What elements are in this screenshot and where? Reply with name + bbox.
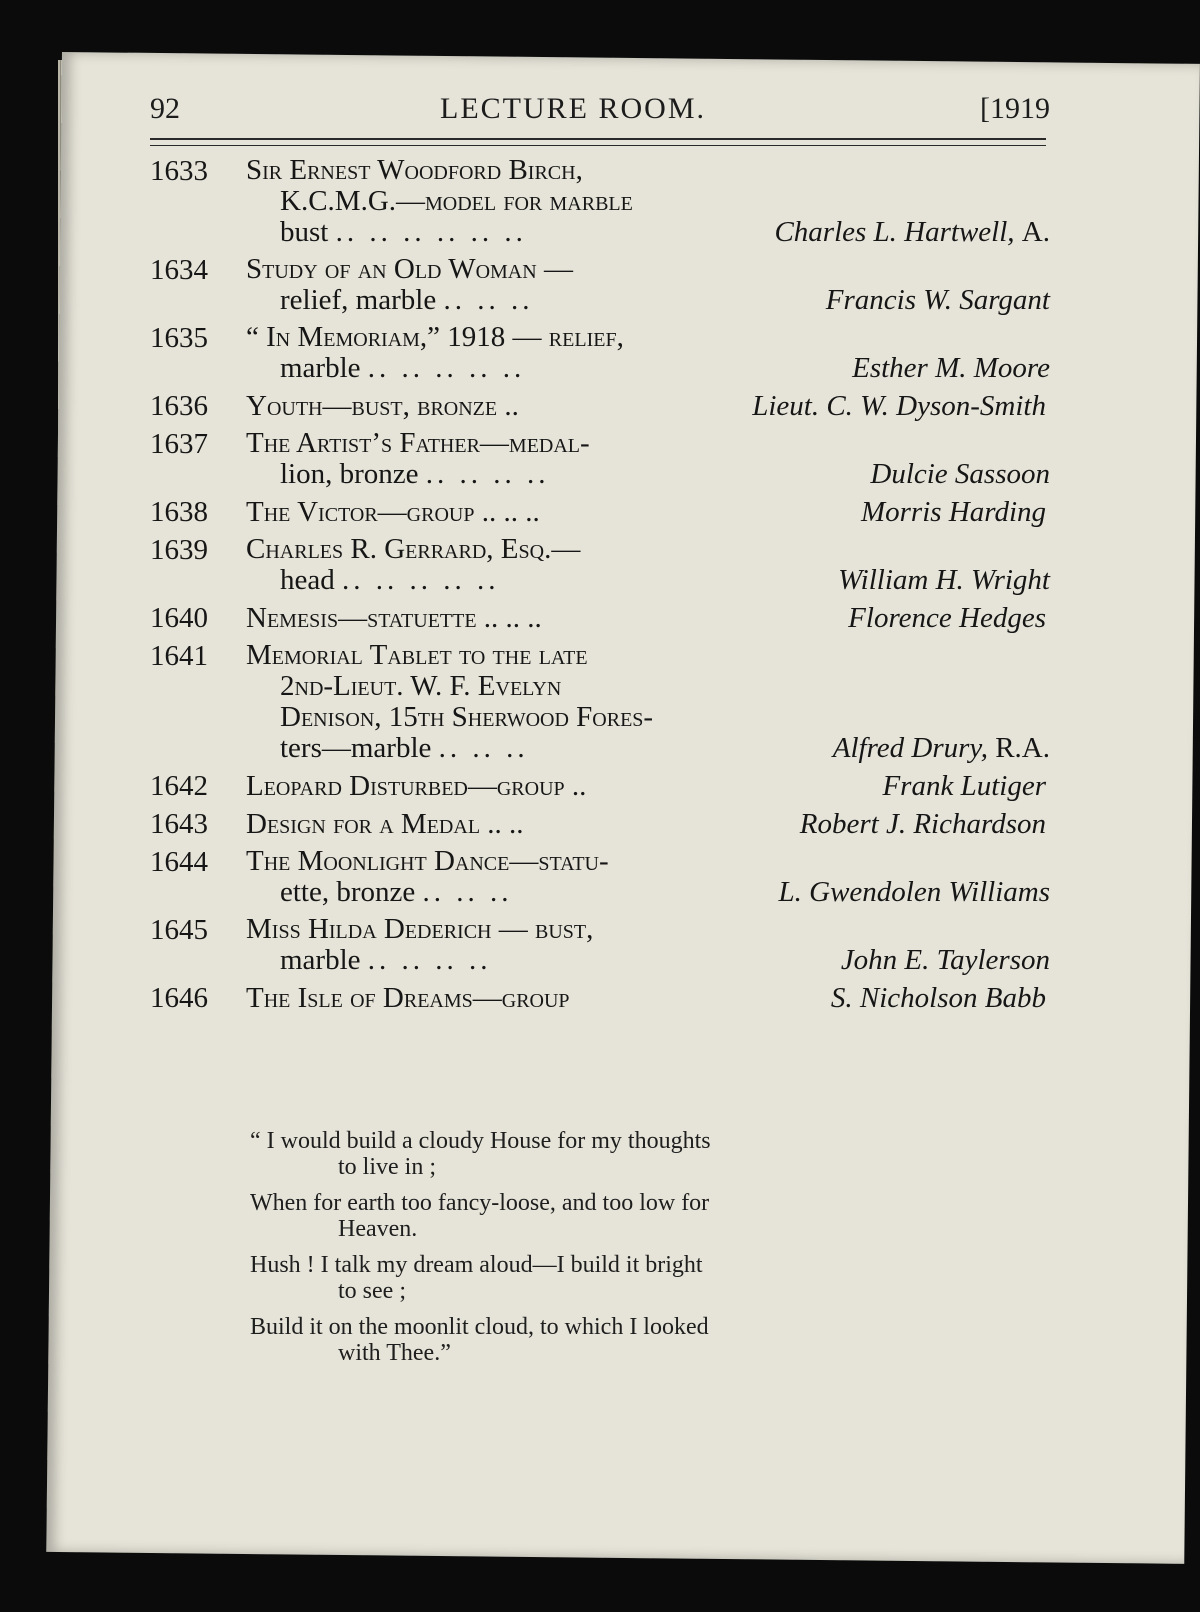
entry-continuation xyxy=(246,217,1050,248)
running-head xyxy=(150,92,1050,136)
poem-line: When for earth too fancy-loose, and too low for xyxy=(250,1190,710,1216)
catalogue-number: 1637 xyxy=(150,428,208,460)
catalogue-entry xyxy=(150,914,1050,976)
entry-body xyxy=(246,253,1050,316)
entry-medium: lion, bronze xyxy=(280,458,426,490)
entry-title-line: Study of an Old Woman — xyxy=(246,253,573,285)
entry-title-line: Charles R. Gerrard, Esq.— xyxy=(246,533,581,565)
poem-line: Hush ! I talk my dream aloud—I build it bright xyxy=(250,1252,703,1278)
entry-title-line: The Artist’s Father—medal- xyxy=(246,427,590,459)
catalogue-number: 1643 xyxy=(150,808,208,840)
poem-stanza xyxy=(250,1190,890,1242)
catalogue-entries xyxy=(150,155,1050,1020)
page-number: 92 xyxy=(150,92,180,125)
catalogue-number: 1639 xyxy=(150,534,208,566)
artist-name: Alfred Drury, R.A. xyxy=(832,732,1050,764)
poem-line-continued: to see ; xyxy=(338,1278,406,1304)
catalogue-number: 1633 xyxy=(150,155,208,187)
leader-dots: .. .. .. .. .. .. xyxy=(335,216,527,248)
catalogue-number: 1640 xyxy=(150,602,208,634)
entry-continuation xyxy=(246,877,1050,908)
entry-title: The Isle of Dreams—group xyxy=(246,982,570,1014)
poem-stanza xyxy=(250,1252,890,1304)
entry-body xyxy=(246,639,1050,764)
leader-dots: .. .. .. xyxy=(422,876,513,908)
catalogue-number: 1638 xyxy=(150,496,208,528)
artist-name: S. Nicholson Babb xyxy=(830,982,1046,1014)
entry-medium: ette, bronze xyxy=(280,876,423,908)
entry-title-line: “ In Memoriam,” 1918 — relief, xyxy=(246,321,624,353)
catalogue-number: 1642 xyxy=(150,770,208,802)
entry-body xyxy=(246,321,1050,384)
catalogue-entry xyxy=(150,254,1050,316)
entry-body xyxy=(246,390,1046,422)
artist-name: Charles L. Hartwell, A. xyxy=(774,216,1050,248)
artist-name: William H. Wright xyxy=(838,564,1050,596)
catalogue-number: 1644 xyxy=(150,846,208,878)
poem-line-continued: with Thee.” xyxy=(338,1340,451,1366)
entry-title: Nemesis—statuette .. .. .. xyxy=(246,602,542,634)
entry-body xyxy=(246,982,1046,1014)
catalogue-number: 1634 xyxy=(150,254,208,286)
entry-title: Leopard Disturbed—group .. xyxy=(246,770,587,802)
catalogue-entry xyxy=(150,155,1050,248)
artist-name: L. Gwendolen Williams xyxy=(778,876,1050,908)
artist-name: Dulcie Sassoon xyxy=(870,458,1050,490)
poem-line: “ I would build a cloudy House for my thoughts xyxy=(250,1128,711,1154)
year-marker: [1919 xyxy=(980,92,1050,125)
entry-body xyxy=(246,154,1050,248)
entry-continuation xyxy=(246,459,1050,490)
entry-body xyxy=(246,808,1046,840)
entry-continuation xyxy=(246,353,1050,384)
entry-title: Design for a Medal .. .. xyxy=(246,808,524,840)
catalogue-entry xyxy=(150,846,1050,908)
leader-dots: .. .. .. .. .. xyxy=(367,352,526,384)
artist-suffix: A. xyxy=(1021,216,1050,248)
catalogue-entry xyxy=(150,602,1050,634)
catalogue-entry xyxy=(150,322,1050,384)
leader-dots: .. .. .. xyxy=(438,732,529,764)
poem-quotation xyxy=(250,1128,890,1376)
entry-line xyxy=(246,770,1046,802)
header-rule xyxy=(150,138,1046,146)
entry-line xyxy=(246,982,1046,1014)
entry-line xyxy=(246,808,1046,840)
entry-medium: marble xyxy=(280,352,368,384)
catalogue-entry xyxy=(150,640,1050,764)
entry-continuation xyxy=(246,945,1050,976)
entry-body xyxy=(246,533,1050,596)
entry-title-line: 2nd-Lieut. W. F. Evelyn xyxy=(280,670,562,702)
entry-body xyxy=(246,496,1046,528)
entry-medium: ters—marble xyxy=(280,732,439,764)
entry-medium: bust xyxy=(280,216,336,248)
leader-dots: .. .. .. .. xyxy=(367,944,492,976)
catalogue-entry xyxy=(150,770,1050,802)
artist-name: Robert J. Richardson xyxy=(799,808,1046,840)
catalogue-entry xyxy=(150,496,1050,528)
leader-dots: .. .. .. .. xyxy=(425,458,550,490)
artist-name: John E. Taylerson xyxy=(840,944,1050,976)
artist-name: Frank Lutiger xyxy=(882,770,1046,802)
entry-title-line: Sir Ernest Woodford Birch, xyxy=(246,154,583,186)
entry-medium: relief, marble xyxy=(280,284,444,316)
leader-dots: .. .. .. .. .. xyxy=(342,564,500,596)
entry-line xyxy=(246,602,1046,634)
entry-line xyxy=(246,496,1046,528)
poem-line-continued: to live in ; xyxy=(338,1154,436,1180)
catalogue-number: 1641 xyxy=(150,640,208,672)
catalogue-entry xyxy=(150,982,1050,1014)
entry-line xyxy=(246,390,1046,422)
entry-continuation xyxy=(246,733,1050,764)
catalogue-number: 1646 xyxy=(150,982,208,1014)
catalogue-number: 1636 xyxy=(150,390,208,422)
entry-continuation xyxy=(246,285,1050,316)
entry-body xyxy=(246,602,1046,634)
artist-name: Francis W. Sargant xyxy=(825,284,1050,316)
catalogue-number: 1635 xyxy=(150,322,208,354)
entry-title-line: Memorial Tablet to the late xyxy=(246,639,588,671)
artist-suffix: R.A. xyxy=(995,732,1050,764)
poem-line-continued: Heaven. xyxy=(338,1216,418,1242)
catalogue-entry xyxy=(150,534,1050,596)
page-title: LECTURE ROOM. xyxy=(440,92,706,125)
entry-title: The Victor—group .. .. .. xyxy=(246,496,540,528)
entry-title-line: Denison, 15th Sherwood Fores- xyxy=(280,701,654,733)
poem-stanza xyxy=(250,1314,890,1366)
poem-line: Build it on the moonlit cloud, to which I looked xyxy=(250,1314,709,1340)
entry-medium: marble xyxy=(280,944,368,976)
entry-title: Youth—bust, bronze .. xyxy=(246,390,519,422)
entry-continuation xyxy=(246,565,1050,596)
poem-stanza xyxy=(250,1128,890,1180)
catalogue-entry xyxy=(150,808,1050,840)
entry-medium: head xyxy=(280,564,342,596)
entry-title-line: The Moonlight Dance—statu- xyxy=(246,845,609,877)
artist-name: Morris Harding xyxy=(860,496,1046,528)
entry-body xyxy=(246,913,1050,976)
artist-name: Florence Hedges xyxy=(848,602,1046,634)
catalogue-number: 1645 xyxy=(150,914,208,946)
catalogue-entry xyxy=(150,390,1050,422)
artist-name: Lieut. C. W. Dyson-Smith xyxy=(752,390,1046,422)
leader-dots: .. .. .. xyxy=(443,284,534,316)
entry-title-line: Miss Hilda Dederich — bust, xyxy=(246,913,594,945)
entry-body xyxy=(246,427,1050,490)
entry-body xyxy=(246,770,1046,802)
entry-title-line: K.C.M.G.—model for marble xyxy=(280,185,633,217)
entry-body xyxy=(246,845,1050,908)
catalogue-entry xyxy=(150,428,1050,490)
artist-name: Esther M. Moore xyxy=(852,352,1050,384)
